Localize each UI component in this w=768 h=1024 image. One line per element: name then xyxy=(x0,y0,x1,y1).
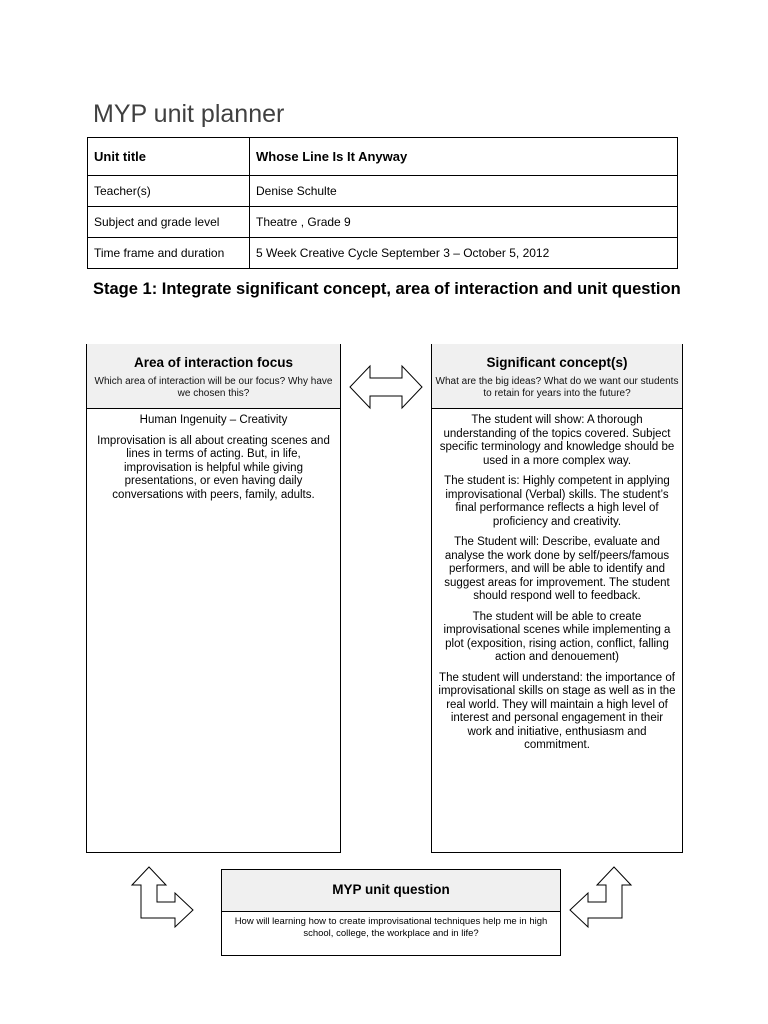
bent-arrow-right-icon xyxy=(569,866,633,930)
table-row xyxy=(88,238,678,269)
subject-grade-value: Theatre , Grade 9 xyxy=(250,207,678,238)
document-title: MYP unit planner xyxy=(93,100,285,128)
teacher-value: Denise Schulte xyxy=(250,176,678,207)
area-of-interaction-header xyxy=(87,344,340,409)
subject-grade-label: Subject and grade level xyxy=(88,207,250,238)
unit-question-title: MYP unit question xyxy=(332,882,450,897)
area-of-interaction-title: Area of interaction focus xyxy=(133,355,294,370)
unit-info-table xyxy=(87,137,678,269)
teacher-label: Teacher(s) xyxy=(88,176,250,207)
list-item: The student is: Highly competent in applying improvisational (Verbal) skills. The student’s final performance reflects a high level of proficiency and creativity. xyxy=(444,475,670,528)
unit-question-box xyxy=(221,869,561,956)
significant-concepts-title: Significant concept(s) xyxy=(486,355,628,370)
list-item: The student will show: A thorough understanding of the topics covered. Subject specific terminology and knowledge should be used in a more complex way. xyxy=(439,414,675,467)
area-of-interaction-box xyxy=(86,344,341,853)
area-of-interaction-description: Improvisation is all about creating scenes and lines in terms of acting. But, in life, improvisation is helpful while giving presentations, or even having daily conversations with peers, family, adults. xyxy=(97,434,330,501)
unit-title-value: Whose Line Is It Anyway xyxy=(250,138,678,176)
time-frame-label: Time frame and duration xyxy=(88,238,250,269)
list-item: The student will understand: the importance of improvisational skills on stage as well as in the real world. They will maintain a high level of interest and personal engagement in their work and initiative, enthusiasm and commitment. xyxy=(438,671,676,751)
table-row xyxy=(88,138,678,176)
area-of-interaction-prompt: Which area of interaction will be our focus? Why have we chosen this? xyxy=(94,376,333,399)
area-of-interaction-body xyxy=(87,409,340,514)
unit-title-label: Unit title xyxy=(88,138,250,176)
unit-question-header xyxy=(222,870,560,912)
significant-concepts-box xyxy=(431,344,683,853)
table-row xyxy=(88,207,678,238)
stage1-heading: Stage 1: Integrate significant concept, area of interaction and unit question xyxy=(93,280,681,298)
area-of-interaction-focus: Human Ingenuity – Creativity xyxy=(139,414,288,426)
double-arrow-icon xyxy=(349,364,423,410)
list-item: The student will be able to create improvisational scenes while implementing a plot (exposition, rising action, conflict, falling action and denouement) xyxy=(443,610,671,663)
table-row xyxy=(88,176,678,207)
significant-concepts-header xyxy=(432,344,682,409)
significant-concepts-prompt: What are the big ideas? What do we want our students to retain for years into the future? xyxy=(435,376,679,399)
bent-arrow-left-icon xyxy=(131,866,195,930)
list-item: The Student will: Describe, evaluate and analyse the work done by self/peers/famous performers, and will be able to identify and suggest areas for improvement. The student should respond well to feedback. xyxy=(444,536,670,602)
unit-question-text: How will learning how to create improvisational techniques help me in high school, college, the workplace and in life? xyxy=(234,916,548,939)
significant-concepts-body xyxy=(432,409,682,765)
time-frame-value: 5 Week Creative Cycle September 3 – October 5, 2012 xyxy=(250,238,678,269)
